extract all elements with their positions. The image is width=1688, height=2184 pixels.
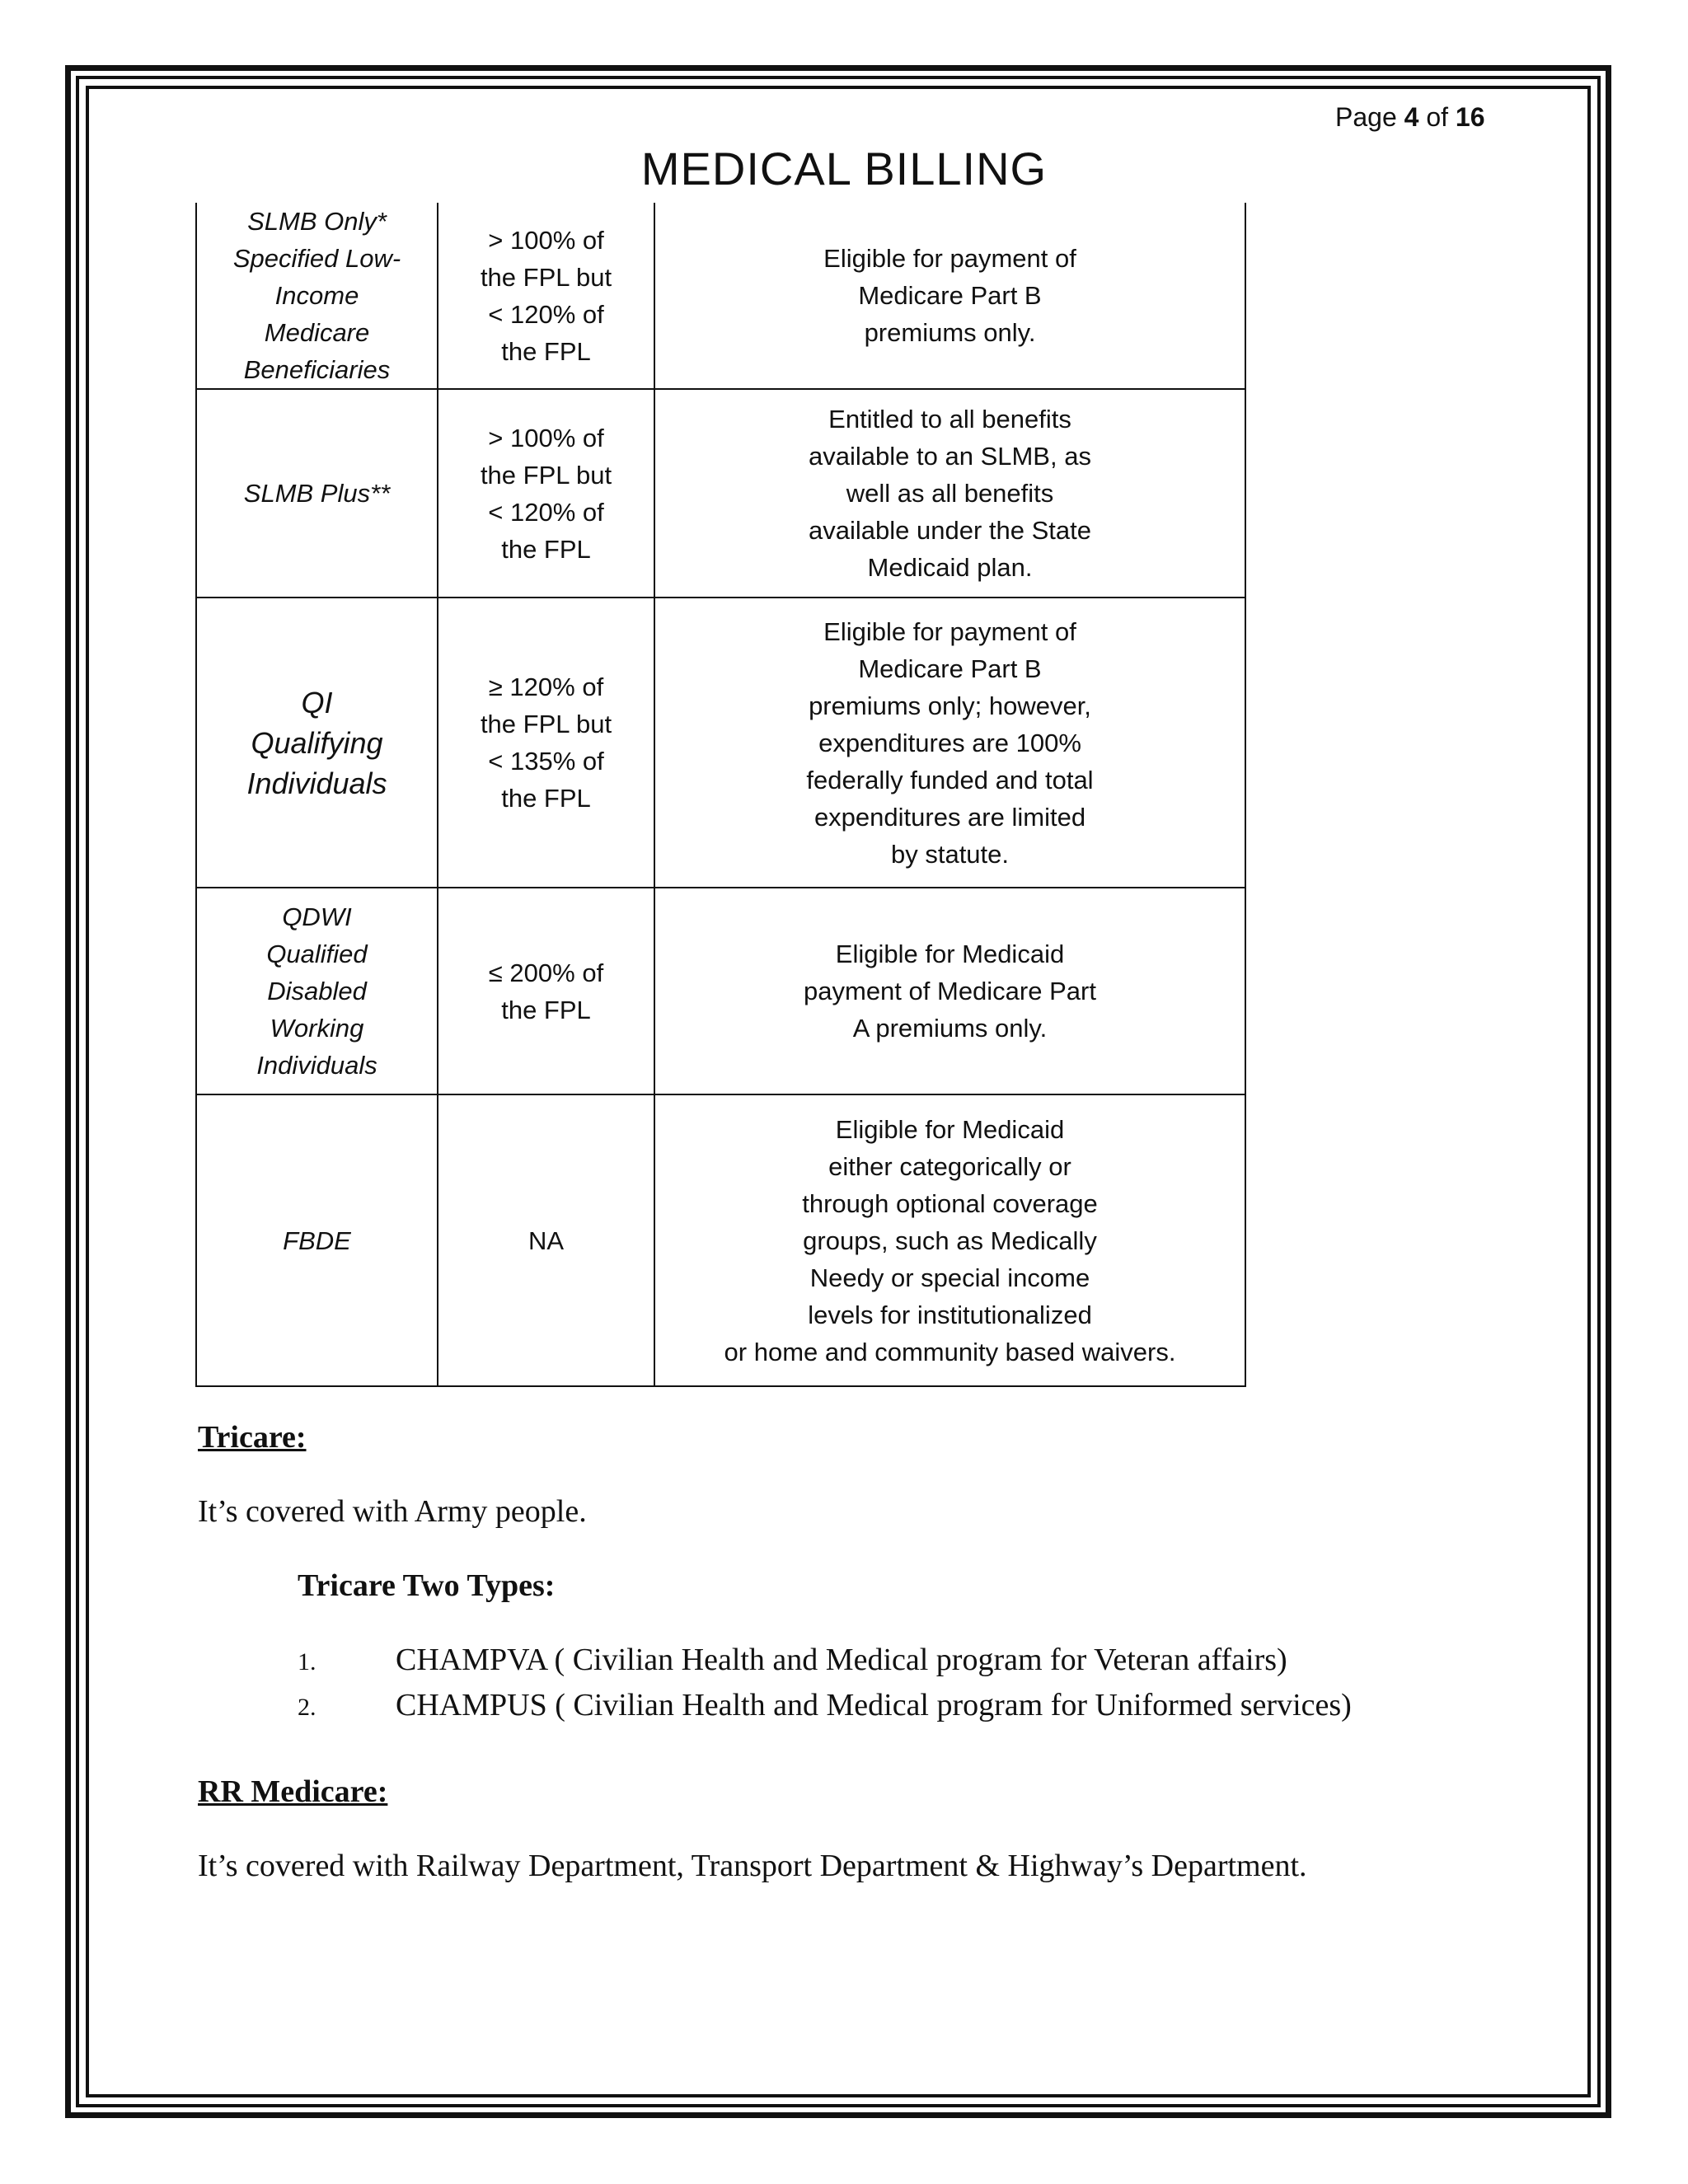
benefits-cell: Eligible for payment of Medicare Part B premiums only. — [654, 203, 1245, 389]
tricare-heading: Tricare: — [198, 1420, 307, 1455]
table-row — [196, 598, 1245, 888]
benefits-cell: Eligible for Medicaid payment of Medicare Part A premiums only. — [654, 888, 1245, 1094]
income-cell: > 100% of the FPL but < 120% of the FPL — [438, 389, 654, 598]
income-cell: ≤ 200% of the FPL — [438, 888, 654, 1094]
rr-medicare-heading: RR Medicare: — [198, 1774, 388, 1809]
tricare-types-heading: Tricare Two Types: — [298, 1568, 556, 1603]
income-cell: NA — [438, 1094, 654, 1386]
program-cell: QI Qualifying Individuals — [196, 598, 438, 888]
page-number: Page 4 of 16 — [1335, 102, 1485, 132]
benefits-cell: Eligible for Medicaid either categorically or through optional coverage groups, such as Medically Needy or special income levels for institutionalized or home and community based waivers. — [654, 1094, 1245, 1386]
list-item-number: 1. — [298, 1648, 316, 1675]
income-cell: ≥ 120% of the FPL but < 135% of the FPL — [438, 598, 654, 888]
benefits-cell: Eligible for payment of Medicare Part B premiums only; however, expenditures are 100% federally funded and total expenditures are limited by statute. — [654, 598, 1245, 888]
table-row — [196, 389, 1245, 598]
tricare-text: It’s covered with Army people. — [198, 1494, 587, 1529]
medicare-savings-table — [195, 203, 1246, 1387]
program-cell: SLMB Plus** — [196, 389, 438, 598]
list-item: CHAMPVA ( Civilian Health and Medical program for Veteran affairs) — [396, 1643, 1287, 1677]
table-row — [196, 203, 1245, 389]
program-cell: FBDE — [196, 1094, 438, 1386]
list-item: CHAMPUS ( Civilian Health and Medical program for Uniformed services) — [396, 1688, 1352, 1722]
page-title: MEDICAL BILLING — [640, 143, 1048, 194]
list-item-number: 2. — [298, 1694, 316, 1721]
income-cell: > 100% of the FPL but < 120% of the FPL — [438, 203, 654, 389]
benefits-cell: Entitled to all benefits available to an SLMB, as well as all benefits available under the State Medicaid plan. — [654, 389, 1245, 598]
program-cell: QDWI Qualified Disabled Working Individuals — [196, 888, 438, 1094]
table-row — [196, 888, 1245, 1094]
program-cell: SLMB Only* Specified Low- Income Medicare Beneficiaries — [196, 203, 438, 389]
rr-medicare-text: It’s covered with Railway Department, Transport Department & Highway’s Department. — [198, 1849, 1307, 1883]
table-row — [196, 1094, 1245, 1386]
